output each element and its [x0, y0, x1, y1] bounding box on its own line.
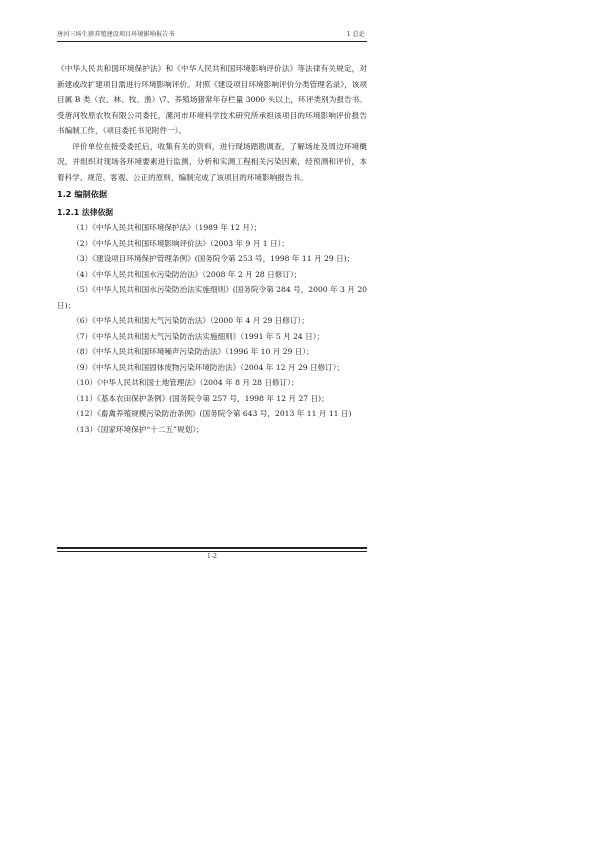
footer-divider-thick [57, 547, 367, 549]
law-item: （4）《中华人民共和国水污染防治法》（2008 年 2 月 28 日修订）； [72, 269, 302, 279]
law-item: （10）《中华人民共和国土地管理法》（2004 年 8 月 28 日修订）； [72, 378, 299, 387]
law-item: （6）《中华人民共和国大气污染防治法》（2000 年 4 月 29 日修订）； [72, 316, 309, 325]
section-heading: 1.2 编制依据 [57, 189, 108, 199]
footer-divider-thin [57, 551, 367, 552]
law-item: （2）《中华人民共和国环境影响评价法》（2003 年 9 月 1 日）； [72, 238, 289, 248]
intro-paragraph-2: 评价单位在接受委托后，收集有关的资料，进行现场踏勘调查，了解场址及周边环境概况，并组织对现场各环境要素进行监测，分析和实测工程相关污染因素，经预测和评价，本着科学、规范、客观、公正的原则，编制完成了该项目的环境影响报告书。 [57, 141, 367, 182]
page-number: 1-2 [207, 553, 217, 560]
law-item: （5）《中华人民共和国水污染防治法实施细则》(国务院令第 284 号，2000 年 3 月 20 日)； [57, 285, 367, 310]
law-item: （7）《中华人民共和国大气污染防治法实施细则》（1991 年 5 月 24 日）； [72, 331, 325, 341]
page-body [57, 61, 367, 437]
law-item: （11）《基本农田保护条例》(国务院令第 257 号，1998 年 12 月 27 日)； [72, 393, 329, 403]
subsection-heading: 1.2.1 法律依据 [57, 207, 114, 217]
law-item: （8）《中华人民共和国环境噪声污染防治法》（1996 年 10 月 29 日）； [72, 347, 314, 356]
law-item: （13）《国家环境保护“十二五”规划》； [72, 424, 204, 434]
law-item: （1）《中华人民共和国环境保护法》（1989 年 12 月）； [72, 223, 262, 232]
law-item: （12）《畜禽养殖规模污染防治条例》(国务院令第 643 号，2013 年 11 月 11 日) [72, 409, 352, 418]
header-document-title: 唐河三场生猪养殖建设项目环境影响报告书 [57, 31, 175, 38]
header-divider [57, 41, 367, 42]
law-item: （9）《中华人民共和国固体废物污染环境防治法》（2004 年 12 月 29 日修订）； [72, 362, 345, 372]
header-chapter-title: 1 总论 [346, 31, 365, 38]
intro-paragraph-1: 《中华人民共和国环境保护法》和《中华人民共和国环境影响评价法》等法律有关规定，对新建或改扩建项目需进行环境影响评价。对照《建设项目环境影响评价分类管理名录》，该项目属 B 类（农、林、牧、渔）\7、养殖场猪常年存栏量 3000 头以上，环评类别为报告书。受唐河牧原农牧有限公司委托，漯河市环境科学技术研究所承担该项目的环境影响评价报告书编制工作，（项目委托书见附件一）。 [57, 64, 367, 135]
law-item: （3）《建设项目环境保护管理条例》(国务院令第 253 号，1998 年 11 月 29 日)； [72, 254, 355, 263]
